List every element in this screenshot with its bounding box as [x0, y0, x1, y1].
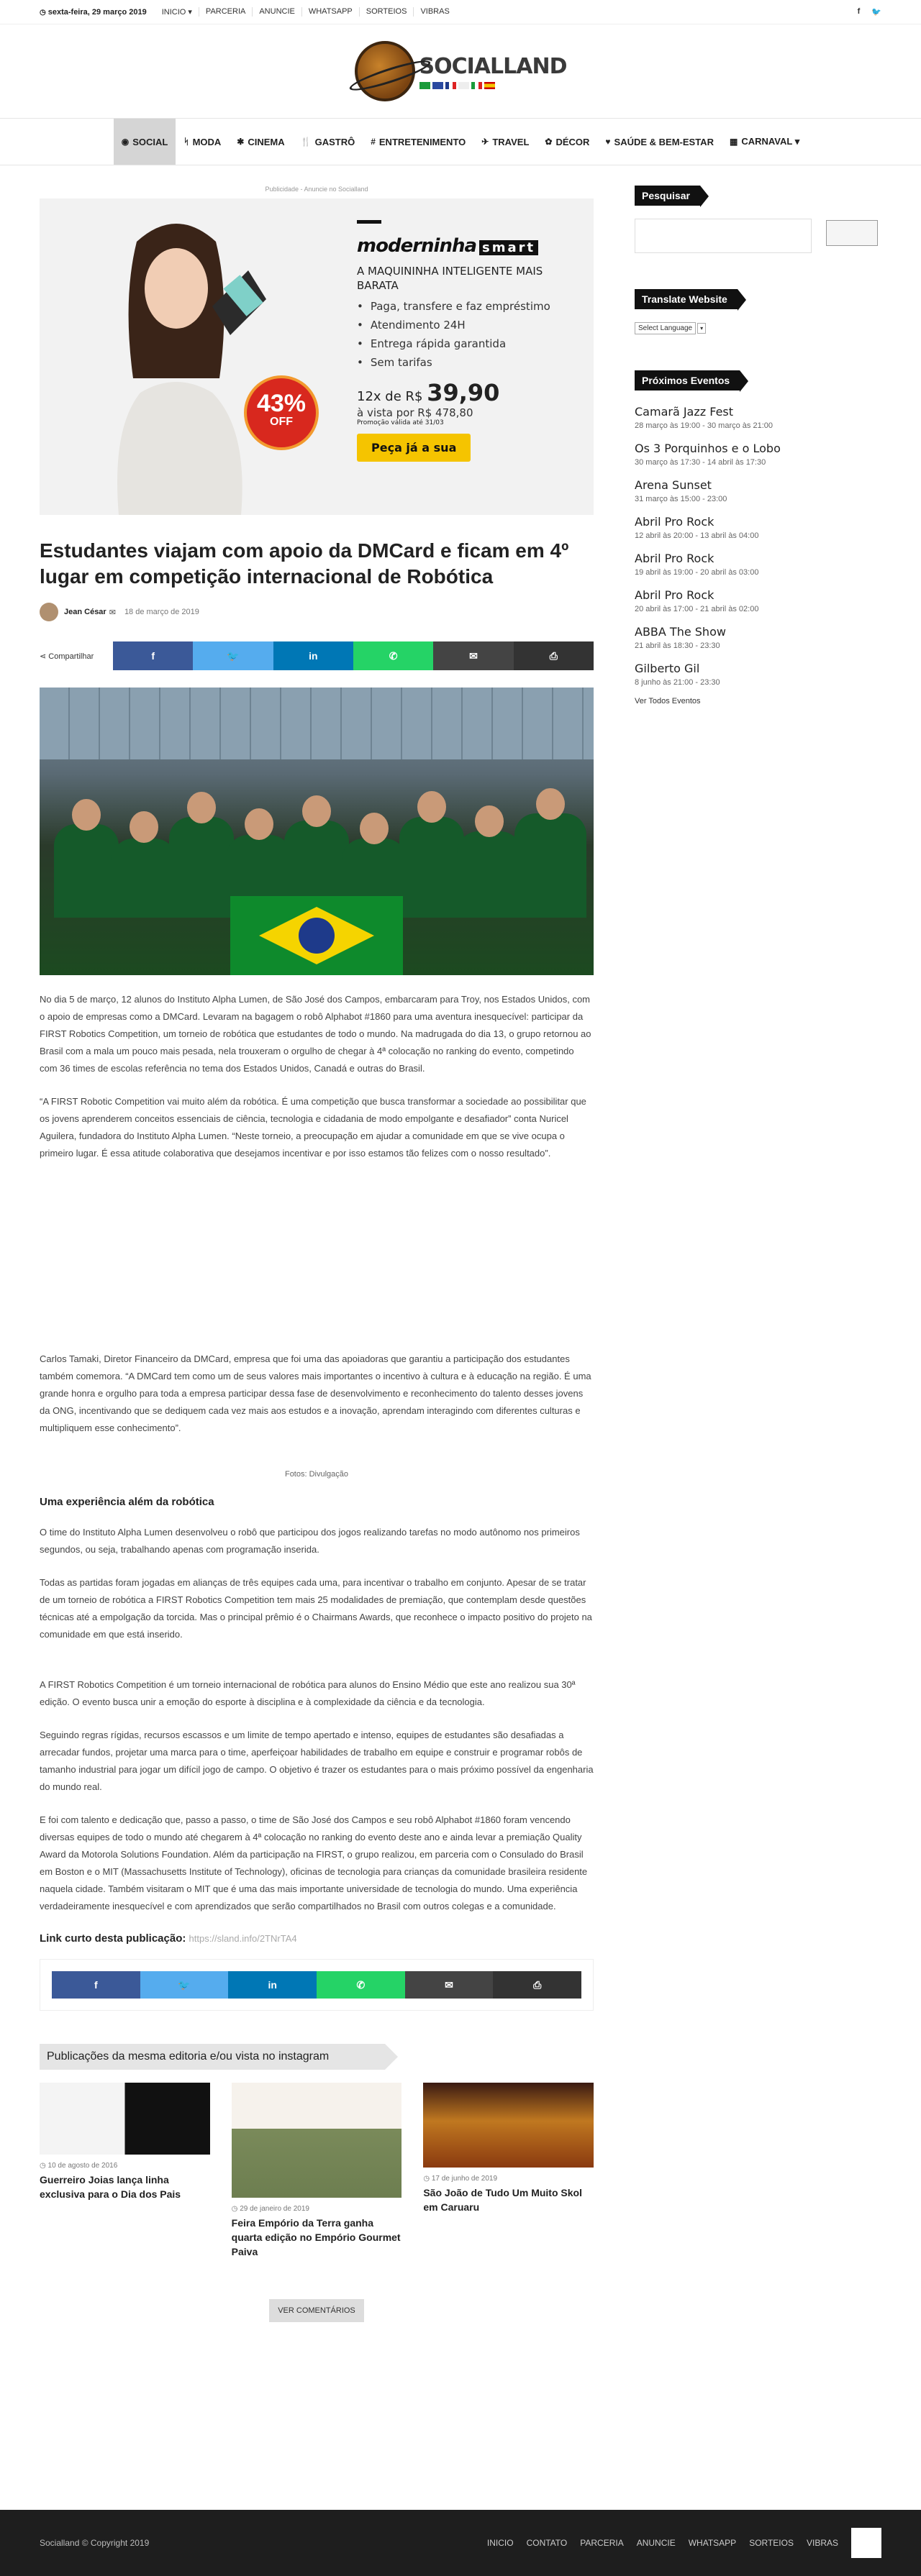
- event-name[interactable]: Gilberto Gil: [635, 662, 700, 675]
- related-heading: Publicações da mesma editoria e/ou vista no instagram: [40, 2044, 385, 2070]
- event-item[interactable]: [635, 588, 878, 613]
- brazil-flag: [230, 896, 403, 975]
- top-links: [155, 7, 456, 17]
- top-link-vibras[interactable]: VIBRAS: [413, 7, 455, 17]
- flag-es-icon[interactable]: [484, 82, 495, 89]
- nav-cinema[interactable]: [229, 119, 292, 165]
- event-when: 8 junho às 21:00 - 23:30: [635, 678, 720, 687]
- nav-travel[interactable]: [473, 119, 537, 165]
- nav-label: GASTRÔ: [314, 136, 355, 147]
- share-facebook-button[interactable]: f: [113, 641, 193, 670]
- article-paragraph: “A FIRST Robotic Competition vai muito além da robótica. É uma competição que busca transformar a sociedade ao possibilitar que os jovens aprenderem conceitos essenciais de ciência, tecnologia e cidadania de modo empolgante e desafiador” conta Nuricel Aguilera, fundadora do Instituto Alpha Lumen. “Neste torneio, a preocupação em ajudar a comunidade em que se vive ocupa o primeiro lugar. É essa atitude colaborativa que desejamos incentivar e por isso estamos tão felizes com o nosso resultado”.: [40, 1096, 586, 1159]
- film-icon: ✱: [237, 137, 245, 147]
- nav-moda[interactable]: [176, 119, 229, 165]
- ad-bullet: • Atendimento 24H: [357, 319, 573, 332]
- nav-label: DÉCOR: [555, 136, 590, 147]
- event-item[interactable]: [635, 405, 878, 430]
- event-when: 28 março às 19:00 - 30 março às 21:00: [635, 421, 773, 430]
- offer-percent: 43%: [256, 390, 307, 417]
- event-item[interactable]: [635, 552, 878, 577]
- social-icon: ◉: [121, 137, 130, 147]
- nav-entretenimento[interactable]: [363, 119, 473, 165]
- nav-label: SOCIAL: [132, 136, 168, 147]
- related-thumbnail[interactable]: [423, 2083, 594, 2168]
- flower-icon: ✿: [545, 137, 553, 147]
- mail-icon[interactable]: ✉: [109, 608, 116, 617]
- hashtag-icon: #: [371, 137, 376, 147]
- flag-br-icon[interactable]: [419, 82, 430, 89]
- flag-us-icon[interactable]: [432, 82, 443, 89]
- ad-label[interactable]: Publicidade - Anuncie no Socialland: [265, 186, 368, 193]
- event-item[interactable]: [635, 478, 878, 503]
- ad-bullet: • Paga, transfere e faz empréstimo: [357, 300, 573, 313]
- event-item[interactable]: [635, 442, 878, 467]
- nav-social[interactable]: [114, 119, 176, 165]
- offer-off: OFF: [270, 416, 293, 428]
- nav-decor[interactable]: [537, 119, 597, 165]
- offer-badge: [247, 378, 316, 447]
- related-title[interactable]: Guerreiro Joias lança linha exclusiva para o Dia dos Pais: [40, 2174, 181, 2200]
- article-body: [40, 991, 594, 1945]
- ad-price: [357, 379, 573, 406]
- ad-brand: [357, 235, 573, 257]
- events-list: [635, 405, 878, 687]
- related-date: ◷ 10 de agosto de 2016: [40, 2162, 118, 2170]
- globe-icon: [355, 41, 415, 101]
- event-item[interactable]: [635, 515, 878, 540]
- nav-label: CARNAVAL ▾: [741, 136, 800, 147]
- top-link-whatsapp[interactable]: WHATSAPP: [301, 7, 359, 17]
- top-link-parceria[interactable]: PARCERIA: [199, 7, 252, 17]
- embedded-media-space: [40, 1162, 594, 1335]
- language-select[interactable]: Select Language: [635, 322, 696, 334]
- brand-tag: smart: [479, 240, 538, 255]
- plane-icon: ✈: [481, 137, 489, 147]
- related-date-text: 29 de janeiro de 2019: [240, 2205, 309, 2213]
- cutlery-icon: 🍴: [300, 137, 312, 147]
- event-when: 31 março às 15:00 - 23:00: [635, 495, 727, 503]
- short-link-url[interactable]: https://sland.info/2TNrTA4: [189, 1933, 297, 1944]
- short-link-label: Link curto desta publicação:: [40, 1932, 186, 1945]
- ad-dash: [357, 220, 381, 224]
- sidebar: [635, 186, 878, 2322]
- share-linkedin-button[interactable]: in: [273, 641, 353, 670]
- related-title[interactable]: Feira Empório da Terra ganha quarta edição no Empório Gourmet Paiva: [231, 2217, 401, 2257]
- top-link-sorteios[interactable]: SORTEIOS: [359, 7, 414, 17]
- copyright: Socialland © Copyright 2019: [40, 2538, 150, 2548]
- logo-area: [0, 24, 921, 118]
- article-paragraph: A FIRST Robotics Competition é um torneio internacional de robótica para alunos do Ensino Médio que este ano realizou sua 30ª edição. O evento busca unir a emoção do esporte à disciplina e à complexidade da ciência e da tecnologia.: [40, 1679, 576, 1707]
- logo-text: SOCIALLAND: [419, 53, 567, 79]
- photo-crowd: [40, 759, 594, 918]
- site-logo[interactable]: [355, 41, 567, 101]
- nav-gastro[interactable]: [293, 119, 363, 165]
- article-meta: [40, 603, 594, 621]
- search-widget: [635, 186, 878, 253]
- related-post[interactable]: [40, 2083, 210, 2259]
- event-when: 20 abril às 17:00 - 21 abril às 02:00: [635, 605, 759, 613]
- translate-title: Translate Website: [635, 289, 738, 309]
- photo-caption: Fotos: Divulgação: [284, 1470, 349, 1479]
- nav-label: ENTRETENIMENTO: [378, 136, 466, 147]
- ad-tagline: A MAQUININHA INTELIGENTE MAIS BARATA: [357, 265, 543, 292]
- event-name[interactable]: Camarã Jazz Fest: [635, 405, 734, 419]
- share-print-button[interactable]: ⎙: [493, 1971, 581, 1999]
- event-when: 19 abril às 19:00 - 20 abril às 03:00: [635, 568, 759, 577]
- footer-links: [487, 2538, 838, 2548]
- event-name[interactable]: Abril Pro Rock: [635, 588, 714, 602]
- footer-link-contato[interactable]: CONTATO: [526, 2538, 568, 2548]
- event-when: 12 abril às 20:00 - 13 abril às 04:00: [635, 531, 759, 540]
- article-paragraph: Carlos Tamaki, Diretor Financeiro da DMCard, empresa que foi uma das apoiadoras que garantiu a participação dos estudantes também comemora. “A DMCard tem como um de seus valores mais importantes o incentivo à cultura e à educação na região. É uma grande honra e orgulho para toda a empresa participar dessa fase de desenvolvimento e reconhecimento do talento desses jovens da ONG, incentivando que se dediquem cada vez mais aos estudos e a inovação, aprendam interagindo com diferentes culturas e multipliquem esse conhecimento”.: [40, 1353, 591, 1433]
- flag-it-icon[interactable]: [471, 82, 482, 89]
- top-bar: [0, 0, 921, 24]
- search-form: [635, 219, 878, 253]
- footer: [0, 2510, 921, 2576]
- related-date: ◷ 29 de janeiro de 2019: [231, 2205, 309, 2213]
- share-bar: [40, 641, 594, 670]
- nav-saude[interactable]: [597, 119, 722, 165]
- search-button[interactable]: [826, 220, 878, 246]
- current-date: [40, 8, 147, 17]
- facebook-icon[interactable]: f: [857, 7, 861, 16]
- article-date: 18 de março de 2019: [124, 608, 199, 616]
- event-name[interactable]: Arena Sunset: [635, 478, 712, 492]
- ad-bullet: • Entrega rápida garantida: [357, 337, 573, 350]
- search-title: Pesquisar: [635, 186, 700, 206]
- footer-link-vibras[interactable]: VIBRAS: [806, 2538, 838, 2548]
- article-title: Estudantes viajam com apoio da DMCard e ficam em 4º lugar em competição internacional de Robótica: [40, 539, 569, 588]
- event-name[interactable]: ABBA The Show: [635, 625, 726, 639]
- footer-link-whatsapp[interactable]: WHATSAPP: [688, 2538, 737, 2548]
- event-name[interactable]: Abril Pro Rock: [635, 552, 714, 565]
- event-name[interactable]: Abril Pro Rock: [635, 515, 714, 529]
- share-twitter-button[interactable]: 🐦: [140, 1971, 229, 1999]
- related-date: ◷ 17 de junho de 2019: [423, 2175, 498, 2183]
- content-wrap: [0, 186, 921, 2322]
- nav-label: MODA: [192, 136, 222, 147]
- share-whatsapp-button[interactable]: ✆: [353, 641, 433, 670]
- ad-promo: Promoção válida até 31/03: [357, 419, 444, 426]
- ad-cta-button[interactable]: Peça já a sua: [357, 434, 471, 462]
- footer-link-sorteios[interactable]: SORTEIOS: [749, 2538, 794, 2548]
- chevron-down-icon[interactable]: ▾: [697, 323, 706, 334]
- nav-label: SAÚDE & BEM-ESTAR: [614, 136, 714, 147]
- event-when: 30 março às 17:30 - 14 abril às 17:30: [635, 458, 766, 467]
- date-text: sexta-feira, 29 março 2019: [47, 7, 147, 17]
- article-paragraph: E foi com talento e dedicação que, passo a passo, o time de São José dos Campos e seu robô Alphabot #1860 foram vencendo diversas equipes de todo o mundo até chegarem à 4ª colocação no ranking do evento deste ano e ainda levar a premiação Quality Award da Motorola Solutions Foundation. Além da participação na FIRST, o grupo realizou, em parceria com o Consulado do Brasil em Boston e o MIT (Massachusetts Institute of Technology), oficinas de tecnologia para crianças da comunidade brasileira residente naquela cidade. Também visitaram o MIT que é uma das mais importante universidade de tecnologia do mundo. Uma experiência verdadeiramente inesquecível e com aprendizados que serão compartilhados no Brasil com outros colegas e a comunidade.: [40, 1814, 588, 1912]
- share-print-button[interactable]: ⎙: [514, 641, 594, 670]
- author-avatar[interactable]: [40, 603, 58, 621]
- main-column: [40, 186, 594, 2322]
- related-thumbnail[interactable]: [232, 2083, 402, 2198]
- nav-label: CINEMA: [248, 136, 285, 147]
- share-linkedin-button[interactable]: in: [228, 1971, 317, 1999]
- ad-bullets: [357, 300, 573, 369]
- share-facebook-button[interactable]: f: [52, 1971, 140, 1999]
- ad-cash-price: à vista por R$ 478,80: [357, 406, 473, 419]
- search-input[interactable]: [635, 219, 812, 253]
- advertisement-banner[interactable]: [40, 198, 594, 515]
- bottom-share-box: [40, 1959, 594, 2011]
- event-when: 21 abril às 18:30 - 23:30: [635, 641, 720, 650]
- share-label: [40, 652, 113, 661]
- top-link-inicio[interactable]: INICIO ▾: [161, 8, 192, 17]
- related-title[interactable]: São João de Tudo Um Muito Skol em Caruaru: [423, 2187, 582, 2213]
- share-email-button[interactable]: ✉: [433, 641, 513, 670]
- twitter-icon[interactable]: 🐦: [871, 8, 881, 17]
- short-link: [40, 1932, 594, 1945]
- flag-fr-icon[interactable]: [445, 82, 456, 89]
- share-email-button[interactable]: ✉: [405, 1971, 494, 1999]
- all-events-link[interactable]: Ver Todos Eventos: [635, 697, 701, 705]
- footer-link-parceria[interactable]: PARCERIA: [580, 2538, 624, 2548]
- related-posts: [40, 2083, 594, 2259]
- article-paragraph: Seguindo regras rígidas, recursos escassos e um limite de tempo apertado e intenso, equipes de estudantes são desafiadas a arrecadar fundos, projetar uma marca para o time, aperfeiçoar habilidades de trabalho em equipe e construir e programar robôs de tamanho industrial para jogar um difícil jogo de campo. O objetivo é trazer os estudantes para o mais próximo possível da engenharia do mundo real.: [40, 1730, 594, 1792]
- article-paragraph: O time do Instituto Alpha Lumen desenvolveu o robô que participou dos jogos realizando tarefas no modo autônomo nos primeiros segundos, ou seja, trabalhando apenas com programação inserida.: [40, 1527, 580, 1555]
- related-post[interactable]: [232, 2083, 402, 2259]
- price-value: 39,90: [427, 379, 500, 406]
- related-post[interactable]: [423, 2083, 594, 2259]
- share-twitter-button[interactable]: 🐦: [193, 641, 273, 670]
- related-thumbnail[interactable]: [40, 2083, 210, 2155]
- view-comments-button[interactable]: VER COMENTÁRIOS: [269, 2299, 364, 2322]
- events-widget: [635, 370, 878, 705]
- translate-widget: [635, 289, 878, 334]
- article-paragraph: No dia 5 de março, 12 alunos do Instituto Alpha Lumen, de São José dos Campos, embarcaram para Troy, nos Estados Unidos, com o apoio de empresas como a DMCard. Levaram na bagagem o robô Alphabot #1860 para uma aventura inesquecível: participar da FIRST Robotics Competition, um torneio de robótica que estudantes de todo o mundo. Na madrugada do dia 13, o grupo retornou ao Brasil com a mala um pouco mais pesada, nela trouxeram o orgulho de chegar à 4ª colocação no ranking do evento, competindo com 36 times de escolas referência no tema dos Estados Unidos, Canadá e outras do Brasil.: [40, 994, 591, 1074]
- heart-icon: ♥: [605, 137, 611, 147]
- article-subheading: Uma experiência além da robótica: [40, 1496, 214, 1508]
- author-name[interactable]: Jean César: [64, 608, 106, 616]
- flag-kr-icon[interactable]: [458, 82, 469, 89]
- top-link-anuncie[interactable]: ANUNCIE: [252, 7, 301, 17]
- footer-link-anuncie[interactable]: ANUNCIE: [636, 2538, 676, 2548]
- share-icon: ⋖: [40, 652, 47, 661]
- ad-woman-image: [68, 213, 284, 515]
- related-date-text: 17 de junho de 2019: [431, 2175, 498, 2183]
- nav-carnaval[interactable]: [722, 119, 807, 165]
- clock-icon: ◷: [40, 8, 46, 17]
- fashion-icon: ᛋ: [183, 137, 189, 147]
- ad-bullet: • Sem tarifas: [357, 356, 573, 369]
- calendar-icon: ▦: [729, 137, 738, 147]
- event-item[interactable]: [635, 662, 878, 687]
- main-nav: [0, 118, 921, 165]
- brand-name: moderninha: [357, 235, 477, 257]
- footer-link-inicio[interactable]: INICIO: [486, 2538, 514, 2548]
- event-item[interactable]: [635, 625, 878, 650]
- related-date-text: 10 de agosto de 2016: [47, 2162, 118, 2170]
- share-label-text: Compartilhar: [48, 652, 94, 661]
- language-flags: [419, 82, 567, 89]
- social-links: [858, 7, 881, 17]
- back-to-top-button[interactable]: [851, 2528, 881, 2558]
- event-name[interactable]: Os 3 Porquinhos e o Lobo: [635, 442, 781, 455]
- article-photo: [40, 688, 594, 975]
- photo-ceiling: [40, 688, 594, 759]
- article-paragraph: Todas as partidas foram jogadas em alianças de três equipes cada uma, para incentivar o trabalho em conjunto. Apesar de se tratar de um torneio de robótica a FIRST Robotics Competition tem mais 25 modalidades de premiação, que contemplam desde questões técnicas até a empolgação da torcida. Mas o principal prêmio é o Chairmans Awards, que reconhece o impacto positivo do projeto na comunidade em que está inserido.: [40, 1577, 592, 1640]
- nav-label: TRAVEL: [492, 136, 530, 147]
- share-whatsapp-button[interactable]: ✆: [317, 1971, 405, 1999]
- ad-copy: [357, 220, 573, 462]
- translate-select[interactable]: [635, 322, 878, 334]
- price-prefix: 12x de R$: [357, 389, 423, 404]
- events-title: Próximos Eventos: [635, 370, 740, 390]
